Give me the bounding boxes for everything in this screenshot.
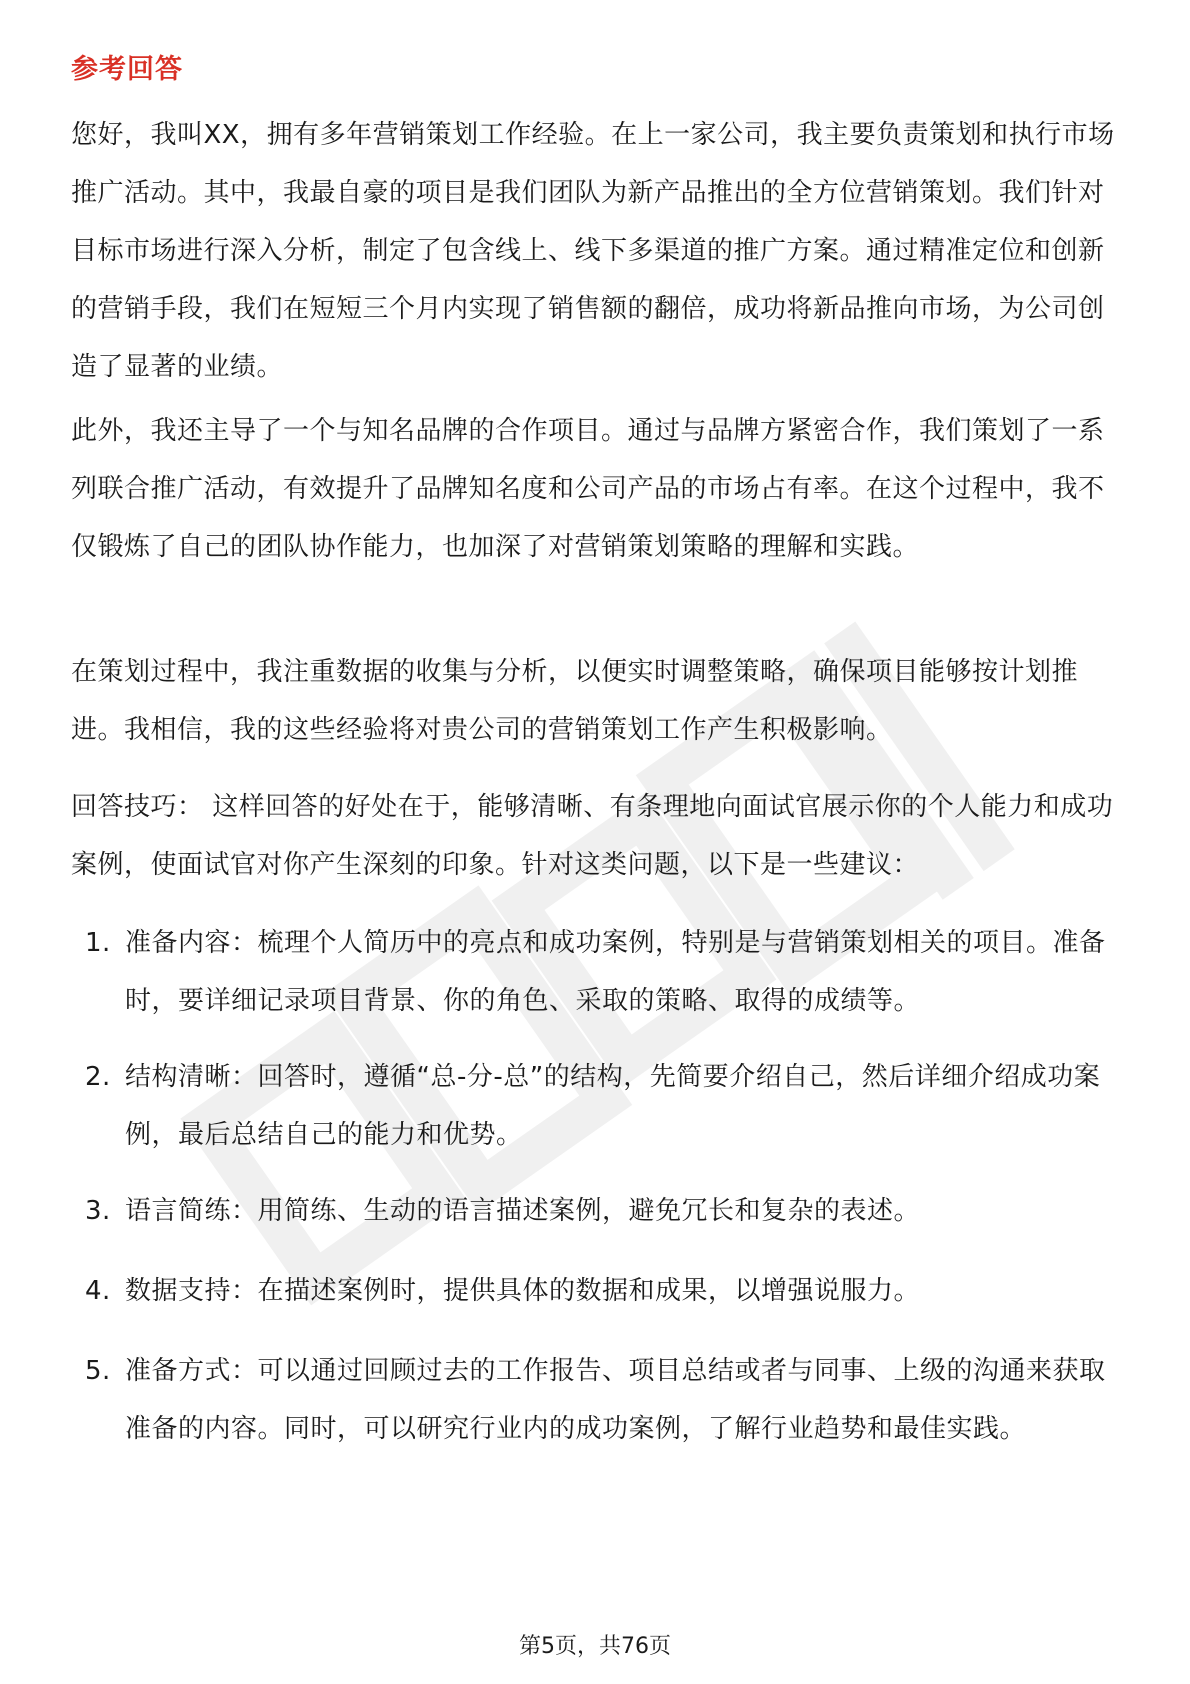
answer-paragraph-3: 在策划过程中，我注重数据的收集与分析，以便实时调整策略，确保项目能够按计划推进。我相信，我的这些经验将对贵公司的营销策划工作产生积极影响。	[71, 657, 1079, 745]
list-item-text: 语言简练：用简练、生动的语言描述案例，避免冗长和复杂的表述。	[125, 1196, 921, 1226]
list-item-text: 准备内容：梳理个人简历中的亮点和成功案例，特别是与营销策划相关的项目。准备时，要详细记录项目背景、你的角色、采取的策略、取得的成绩等。	[125, 928, 1106, 1016]
tips-intro-paragraph: 回答技巧： 这样回答的好处在于，能够清晰、有条理地向面试官展示你的个人能力和成功案例，使面试官对你产生深刻的印象。针对这类问题，以下是一些建议：	[71, 792, 1114, 880]
page-footer: 第5页，共76页	[519, 1634, 671, 1659]
answer-paragraph-1: 您好，我叫XX，拥有多年营销策划工作经验。在上一家公司，我主要负责策划和执行市场推广活动。其中，我最自豪的项目是我们团队为新产品推出的全方位营销策划。我们针对目标市场进行深入分析，制定了包含线上、线下多渠道的推广方案。通过精准定位和创新的营销手段，我们在短短三个月内实现了销售额的翻倍，成功将新品推向市场，为公司创造了显著的业绩。	[71, 120, 1115, 382]
list-number: 2.	[85, 1062, 111, 1092]
list-item-text: 数据支持：在描述案例时，提供具体的数据和成果，以增强说服力。	[125, 1276, 921, 1306]
list-number: 1.	[85, 928, 111, 958]
section-heading: 参考回答	[71, 54, 183, 85]
list-number: 5.	[85, 1356, 111, 1386]
list-item-text: 结构清晰：回答时，遵循“总-分-总”的结构，先简要介绍自己，然后详细介绍成功案例，最后总结自己的能力和优势。	[125, 1062, 1101, 1150]
answer-paragraph-2: 此外，我还主导了一个与知名品牌的合作项目。通过与品牌方紧密合作，我们策划了一系列联合推广活动，有效提升了品牌知名度和公司产品的市场占有率。在这个过程中，我不仅锻炼了自己的团队协作能力，也加深了对营销策划策略的理解和实践。	[71, 416, 1105, 562]
list-number: 4.	[85, 1276, 111, 1306]
list-number: 3.	[85, 1196, 111, 1226]
list-item-text: 准备方式：可以通过回顾过去的工作报告、项目总结或者与同事、上级的沟通来获取准备的内容。同时，可以研究行业内的成功案例，了解行业趋势和最佳实践。	[125, 1356, 1106, 1444]
